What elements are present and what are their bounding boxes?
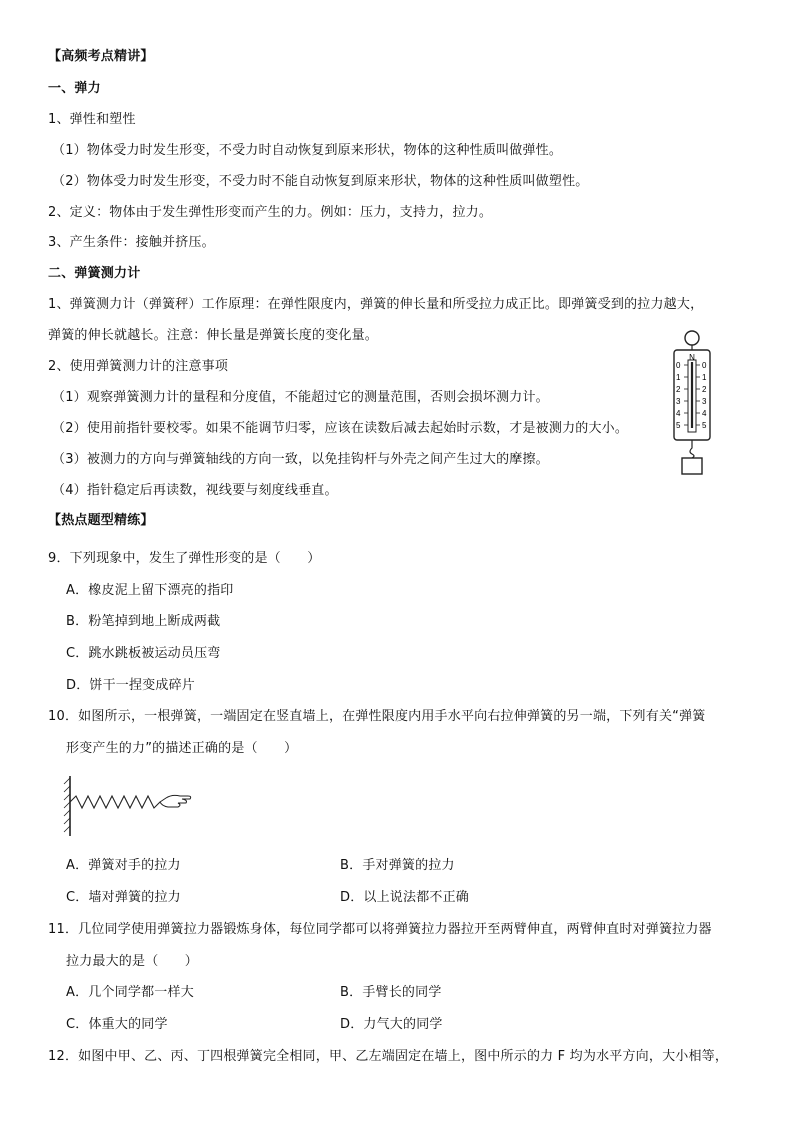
question-9-option-c: C．跳水跳板被运动员压弯 bbox=[66, 646, 221, 661]
section-header-practice: 【热点题型精练】 bbox=[48, 513, 154, 528]
spring-scale-principle-1: 1、弹簧测力计（弹簧秤）工作原理：在弹性限度内，弹簧的伸长量和所受拉力成正比。即弹簧受到的拉力越大， bbox=[48, 297, 704, 312]
wall-hatching bbox=[64, 778, 70, 832]
usage-note-2: （2）使用前指针要校零。如果不能调节归零，应该在读数后减去起始时示数，才是被测力的大小。 bbox=[52, 421, 629, 436]
spring-wall-figure bbox=[62, 774, 202, 838]
spring-scale-principle-2: 弹簧的伸长就越长。注意：伸长量是弹簧长度的变化量。 bbox=[48, 328, 379, 343]
scale-unit-label: N bbox=[689, 353, 695, 362]
scale-left-5: 5 bbox=[676, 421, 681, 430]
question-9-option-d: D．饼干一捏变成碎片 bbox=[66, 678, 196, 693]
question-11-stem-1: 11．几位同学使用弹簧拉力器锻炼身体，每位同学都可以将弹簧拉力器拉开至两臂伸直，两臂伸直时对弹簧拉力器 bbox=[48, 922, 712, 937]
question-10-stem-1: 10．如图所示，一根弹簧，一端固定在竖直墙上，在弹性限度内用手水平向右拉伸弹簧的另一端，下列有关“弹簧 bbox=[48, 709, 706, 724]
question-11-option-d: D．力气大的同学 bbox=[340, 1017, 443, 1032]
spring-coil bbox=[70, 796, 160, 808]
spring-scale-figure bbox=[664, 328, 724, 480]
hand-icon bbox=[160, 795, 191, 807]
scale-right-1: 1 bbox=[702, 373, 707, 382]
scale-left-3: 3 bbox=[676, 397, 681, 406]
point-elasticity-def: （1）物体受力时发生形变，不受力时自动恢复到原来形状，物体的这种性质叫做弹性。 bbox=[52, 143, 563, 158]
scale-hook bbox=[690, 440, 694, 458]
question-9-stem: 9．下列现象中，发生了弹性形变的是（ ） bbox=[48, 551, 321, 566]
scale-right-3: 3 bbox=[702, 397, 707, 406]
question-12-stem-1: 12．如图中甲、乙、丙、丁四根弹簧完全相同，甲、乙左端固定在墙上，图中所示的力 F 均为水平方向，大小相等， bbox=[48, 1049, 729, 1064]
heading-spring-scale: 二、弹簧测力计 bbox=[48, 266, 141, 281]
point-condition: 3、产生条件：接触并挤压。 bbox=[48, 235, 215, 250]
heading-elastic-force: 一、弹力 bbox=[48, 81, 101, 96]
scale-left-2: 2 bbox=[676, 385, 681, 394]
scale-left-0: 0 bbox=[676, 361, 681, 370]
question-10-option-c: C．墙对弹簧的拉力 bbox=[66, 890, 181, 905]
scale-right-2: 2 bbox=[702, 385, 707, 394]
point-elasticity-plasticity: 1、弹性和塑性 bbox=[48, 112, 136, 127]
point-definition: 2、定义：物体由于发生弹性形变而产生的力。例如：压力，支持力，拉力。 bbox=[48, 205, 493, 220]
question-11-option-a: A．几个同学都一样大 bbox=[66, 985, 194, 1000]
usage-note-4: （4）指针稳定后再读数，视线要与刻度线垂直。 bbox=[52, 483, 338, 498]
question-9-option-b: B．粉笔掉到地上断成两截 bbox=[66, 614, 221, 629]
scale-right-0: 0 bbox=[702, 361, 707, 370]
usage-notes-title: 2、使用弹簧测力计的注意事项 bbox=[48, 359, 229, 374]
usage-note-1: （1）观察弹簧测力计的量程和分度值，不能超过它的测量范围，否则会损坏测力计。 bbox=[52, 390, 549, 405]
question-11-option-c: C．体重大的同学 bbox=[66, 1017, 168, 1032]
question-11-stem-2: 拉力最大的是（ ） bbox=[66, 954, 199, 969]
scale-weight bbox=[682, 458, 702, 474]
scale-right-4: 4 bbox=[702, 409, 707, 418]
scale-right-5: 5 bbox=[702, 421, 707, 430]
scale-left-4: 4 bbox=[676, 409, 681, 418]
scale-left-1: 1 bbox=[676, 373, 681, 382]
question-10-option-b: B．手对弹簧的拉力 bbox=[340, 858, 455, 873]
question-10-option-d: D．以上说法都不正确 bbox=[340, 890, 470, 905]
section-header-key-points: 【高频考点精讲】 bbox=[48, 49, 154, 64]
question-11-option-b: B．手臂长的同学 bbox=[340, 985, 442, 1000]
usage-note-3: （3）被测力的方向与弹簧轴线的方向一致，以免挂钩杆与外壳之间产生过大的摩擦。 bbox=[52, 452, 549, 467]
point-plasticity-def: （2）物体受力时发生形变，不受力时不能自动恢复到原来形状，物体的这种性质叫做塑性。 bbox=[52, 174, 589, 189]
question-9-option-a: A．橡皮泥上留下漂亮的指印 bbox=[66, 583, 234, 598]
question-10-stem-2: 形变产生的力”的描述正确的是（ ） bbox=[66, 741, 298, 756]
question-10-option-a: A．弹簧对手的拉力 bbox=[66, 858, 181, 873]
scale-ring bbox=[685, 331, 699, 345]
